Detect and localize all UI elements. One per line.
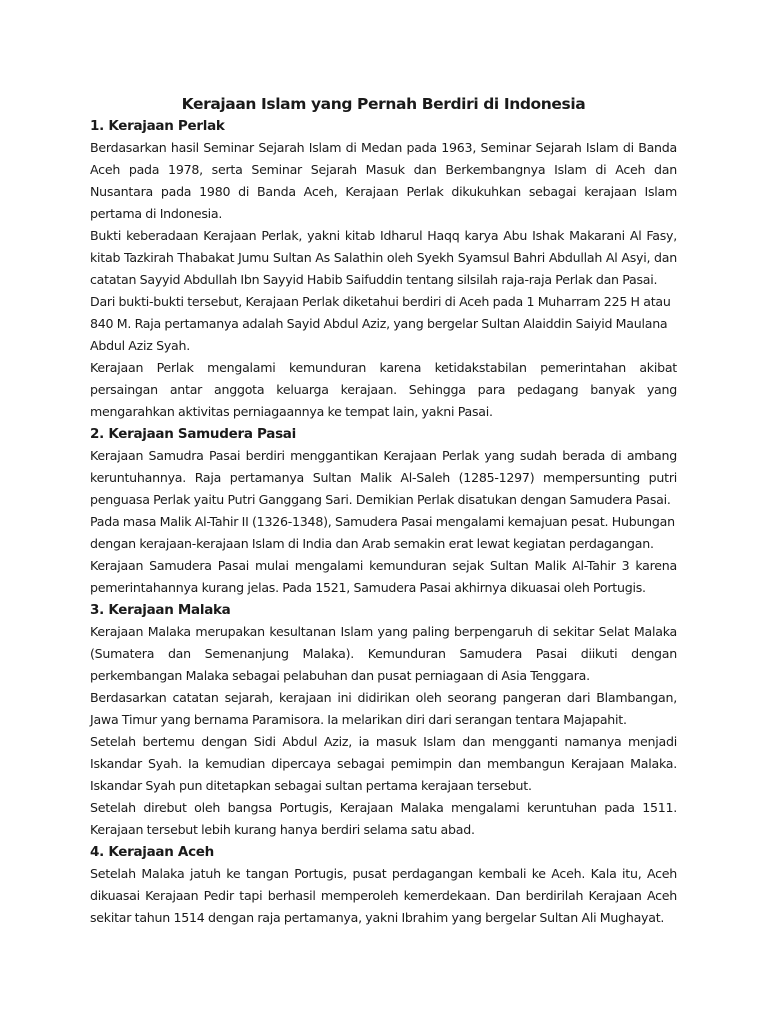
paragraph: Pada masa Malik Al-Tahir II (1326-1348), Samudera Pasai mengalami kemajuan pesat. Hubungan dengan kerajaan-kerajaan Islam di India dan Arab semakin erat lewat kegiatan perdagangan.	[90, 514, 675, 551]
paragraph: Berdasarkan hasil Seminar Sejarah Islam di Medan pada 1963, Seminar Sejarah Islam di Banda Aceh pada 1978, serta Seminar Sejarah Masuk dan Berkembangnya Islam di Aceh dan Nusantara pada 1980 di Banda Aceh, Kerajaan Perlak dikukuhkan sebagai kerajaan Islam pertama di Indonesia.	[90, 140, 677, 221]
section-kerajaan-aceh	[90, 841, 677, 929]
section-heading: 1. Kerajaan Perlak	[90, 118, 225, 134]
section-heading: 2. Kerajaan Samudera Pasai	[90, 426, 296, 442]
paragraph: Setelah direbut oleh bangsa Portugis, Kerajaan Malaka mengalami keruntuhan pada 1511. Kerajaan tersebut lebih kurang hanya berdiri selama satu abad.	[90, 800, 677, 837]
paragraph: Berdasarkan catatan sejarah, kerajaan ini didirikan oleh seorang pangeran dari Blambangan, Jawa Timur yang bernama Paramisora. Ia melarikan diri dari serangan tentara Majapahit.	[90, 690, 677, 727]
document-page	[90, 93, 677, 929]
paragraph: Setelah bertemu dengan Sidi Abdul Aziz, ia masuk Islam dan mengganti namanya menjadi Iskandar Syah. Ia kemudian dipercaya sebagai pemimpin dan membangun Kerajaan Malaka. Iskandar Syah pun ditetapkan sebagai sultan pertama kerajaan tersebut.	[90, 734, 677, 793]
paragraph: Setelah Malaka jatuh ke tangan Portugis, pusat perdagangan kembali ke Aceh. Kala itu, Aceh dikuasai Kerajaan Pedir tapi berhasil memperoleh kemerdekaan. Dan berdirilah Kerajaan Aceh sekitar tahun 1514 dengan raja pertamanya, yakni Ibrahim yang bergelar Sultan Ali Mughayat.	[90, 866, 677, 925]
section-kerajaan-perlak	[90, 115, 677, 423]
section-kerajaan-malaka	[90, 599, 677, 841]
paragraph: Bukti keberadaan Kerajaan Perlak, yakni kitab Idharul Haqq karya Abu Ishak Makarani Al Fasy, kitab Tazkirah Thabakat Jumu Sultan As Salathin oleh Syekh Syamsul Bahri Abdullah Al Asyi, dan catatan Sayyid Abdullah Ibn Sayyid Habib Saifuddin tentang silsilah raja-raja Perlak dan Pasai.	[90, 228, 677, 287]
document-title: Kerajaan Islam yang Pernah Berdiri di Indonesia	[181, 95, 586, 113]
paragraph: Dari bukti-bukti tersebut, Kerajaan Perlak diketahui berdiri di Aceh pada 1 Muharram 225 H atau 840 M. Raja pertamanya adalah Sayid Abdul Aziz, yang bergelar Sultan Alaiddin Saiyid Maulana Abdul Aziz Syah.	[90, 294, 671, 353]
paragraph: Kerajaan Samudra Pasai berdiri menggantikan Kerajaan Perlak yang sudah berada di ambang keruntuhannya. Raja pertamanya Sultan Malik Al-Saleh (1285-1297) mempersunting putri penguasa Perlak yaitu Putri Ganggang Sari. Demikian Perlak disatukan dengan Samudera Pasai.	[90, 448, 677, 507]
section-kerajaan-samudera-pasai	[90, 423, 677, 599]
section-heading: 3. Kerajaan Malaka	[90, 602, 231, 618]
paragraph: Kerajaan Samudera Pasai mulai mengalami kemunduran sejak Sultan Malik Al-Tahir 3 karena pemerintahannya kurang jelas. Pada 1521, Samudera Pasai akhirnya dikuasai oleh Portugis.	[90, 558, 677, 595]
section-heading: 4. Kerajaan Aceh	[90, 844, 214, 860]
paragraph: Kerajaan Malaka merupakan kesultanan Islam yang paling berpengaruh di sekitar Selat Malaka (Sumatera dan Semenanjung Malaka). Kemunduran Samudera Pasai diikuti dengan perkembangan Malaka sebagai pelabuhan dan pusat perniagaan di Asia Tenggara.	[90, 624, 677, 683]
paragraph: Kerajaan Perlak mengalami kemunduran karena ketidakstabilan pemerintahan akibat persaingan antar anggota keluarga kerajaan. Sehingga para pedagang banyak yang mengarahkan aktivitas perniagaannya ke tempat lain, yakni Pasai.	[90, 360, 677, 419]
